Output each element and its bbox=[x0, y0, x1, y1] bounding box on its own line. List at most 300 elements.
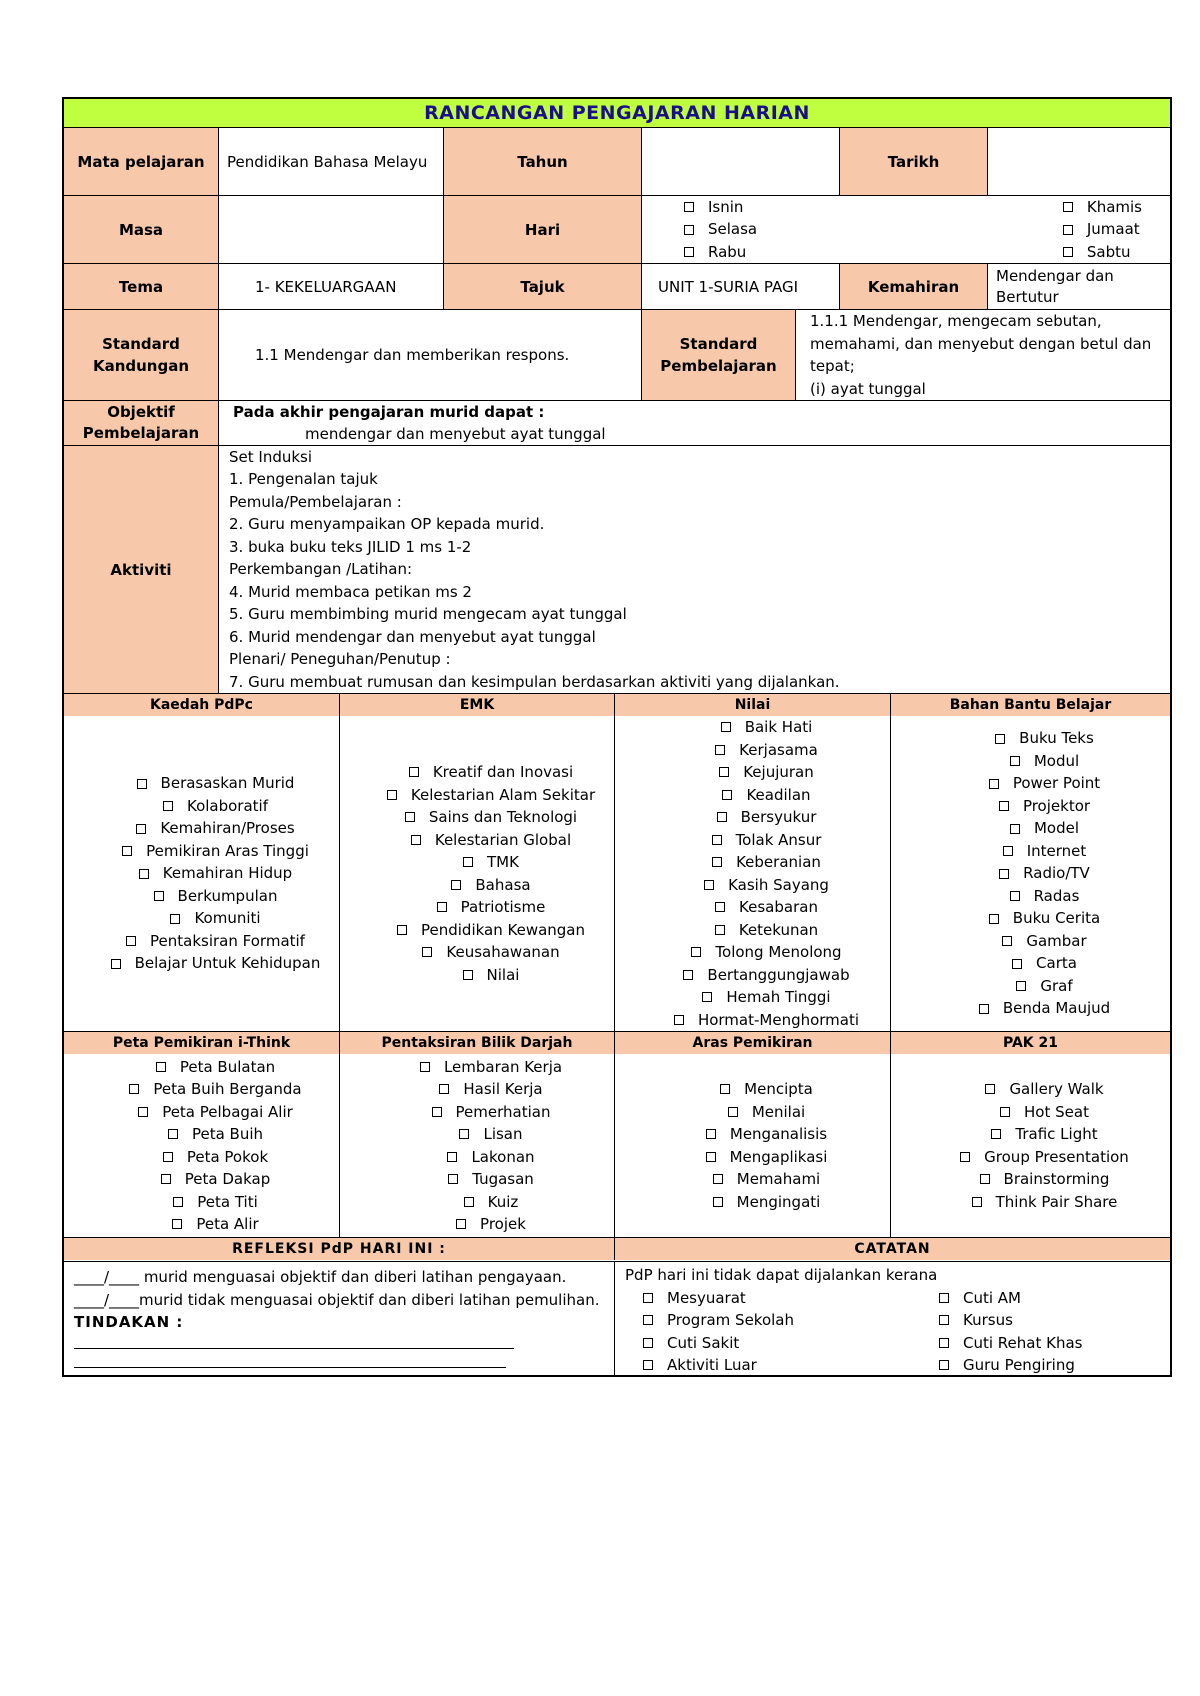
checkbox-label: Think Pair Share bbox=[995, 1192, 1118, 1211]
refleksi-line-1: ____/____ murid menguasai objektif dan diberi latihan pengayaan. bbox=[74, 1268, 567, 1286]
checkbox-label: Memahami bbox=[736, 1170, 821, 1188]
checkbox-label: Hasil Kerja bbox=[463, 1080, 543, 1098]
checkbox-label: Kelestarian Global bbox=[434, 830, 572, 849]
checkbox-icon[interactable] bbox=[1003, 846, 1013, 856]
catatan-option[interactable] bbox=[643, 1354, 939, 1375]
checkbox-icon[interactable] bbox=[712, 857, 722, 867]
checkbox-label: Tugasan bbox=[472, 1170, 534, 1188]
checkbox-icon[interactable] bbox=[706, 1129, 716, 1139]
peta-option[interactable] bbox=[173, 1191, 258, 1214]
tarikh-value[interactable] bbox=[987, 128, 1170, 195]
checkbox-icon[interactable] bbox=[643, 1315, 653, 1325]
nilai-option[interactable] bbox=[715, 896, 818, 919]
bahan-option[interactable] bbox=[1010, 817, 1079, 840]
checkbox-label: Mengaplikasi bbox=[729, 1147, 828, 1166]
tindakan-line-2[interactable] bbox=[74, 1349, 506, 1368]
tajuk-value[interactable]: UNIT 1-SURIA PAGI bbox=[641, 264, 839, 309]
checkbox-label: Patriotisme bbox=[460, 898, 546, 916]
checkbox-icon[interactable] bbox=[163, 1152, 173, 1162]
hari-option[interactable] bbox=[684, 196, 743, 218]
sp-line: memahami, dan menyebut dengan betul dan bbox=[810, 334, 1152, 353]
checkbox-icon[interactable] bbox=[122, 846, 132, 856]
bahan-option[interactable] bbox=[1010, 750, 1079, 773]
checkbox-label: Ketekunan bbox=[738, 920, 819, 939]
checkbox-label: Rabu bbox=[708, 242, 747, 261]
checkbox-icon[interactable] bbox=[719, 767, 729, 777]
checkbox-label: Trafic Light bbox=[1015, 1125, 1098, 1143]
checkbox-icon[interactable] bbox=[989, 914, 999, 924]
hari-label: Hari bbox=[443, 196, 641, 263]
checkbox-icon[interactable] bbox=[463, 970, 473, 980]
tahun-value[interactable] bbox=[641, 128, 839, 195]
checkbox-icon[interactable] bbox=[643, 1338, 653, 1348]
peta-option[interactable] bbox=[138, 1101, 293, 1124]
checkbox-label: Berkumpulan bbox=[177, 886, 278, 905]
catatan-option[interactable] bbox=[939, 1309, 1160, 1332]
aktiviti-content[interactable] bbox=[218, 446, 1170, 693]
bahan-option[interactable] bbox=[999, 795, 1090, 818]
peta-option[interactable] bbox=[156, 1056, 275, 1079]
checkbox-icon[interactable] bbox=[999, 869, 1009, 879]
aras-option[interactable] bbox=[706, 1146, 828, 1169]
checkbox-icon[interactable] bbox=[684, 225, 694, 235]
checkbox-icon[interactable] bbox=[397, 925, 407, 935]
checkbox-label: Keadilan bbox=[746, 785, 811, 804]
checkbox-icon[interactable] bbox=[674, 1015, 684, 1025]
checkbox-icon[interactable] bbox=[168, 1129, 178, 1139]
checkbox-icon[interactable] bbox=[939, 1338, 949, 1348]
nilai-option[interactable] bbox=[674, 1009, 859, 1032]
pbd-option[interactable] bbox=[439, 1078, 542, 1101]
aras-header: Aras Pemikiran bbox=[614, 1032, 890, 1054]
aktiviti-line: 5. Guru membimbing murid mengecam ayat tunggal bbox=[229, 605, 627, 624]
kaedah-header: Kaedah PdPc bbox=[64, 694, 339, 716]
checkbox-icon[interactable] bbox=[138, 1107, 148, 1117]
objektif-intro: Pada akhir pengajaran murid dapat : bbox=[233, 402, 545, 421]
checkbox-label: Internet bbox=[1026, 841, 1087, 860]
checkbox-label: Lisan bbox=[483, 1125, 523, 1143]
pak-option[interactable] bbox=[960, 1146, 1129, 1169]
checkbox-icon[interactable] bbox=[999, 801, 1009, 811]
checkbox-icon[interactable] bbox=[715, 745, 725, 755]
pbd-option[interactable] bbox=[432, 1101, 551, 1124]
pbd-option[interactable] bbox=[459, 1123, 522, 1146]
checkbox-label: Kelestarian Alam Sekitar bbox=[410, 785, 596, 804]
tajuk-label: Tajuk bbox=[443, 264, 641, 309]
checkbox-label: Program Sekolah bbox=[667, 1311, 795, 1329]
checkbox-icon[interactable] bbox=[1010, 824, 1020, 834]
bahan-option[interactable] bbox=[979, 997, 1110, 1020]
checkbox-icon[interactable] bbox=[980, 1174, 990, 1184]
emk-list bbox=[339, 716, 614, 1031]
objektif-value: mendengar dan menyebut ayat tunggal bbox=[305, 425, 606, 443]
pak-header: PAK 21 bbox=[890, 1032, 1170, 1054]
checkbox-label: Pemerhatian bbox=[455, 1102, 551, 1121]
kemahiran-label: Kemahiran bbox=[839, 264, 987, 309]
nilai-option[interactable] bbox=[712, 851, 821, 874]
pak-list bbox=[890, 1054, 1170, 1237]
checkbox-icon[interactable] bbox=[939, 1360, 949, 1370]
peta-option[interactable] bbox=[161, 1168, 270, 1191]
catatan-option[interactable] bbox=[939, 1287, 1160, 1310]
bahan-option[interactable] bbox=[1016, 975, 1072, 998]
emk-option[interactable] bbox=[422, 941, 559, 964]
aras-list bbox=[614, 1054, 890, 1237]
checkbox-label: Sains dan Teknologi bbox=[428, 808, 578, 826]
checkbox-icon[interactable] bbox=[437, 902, 447, 912]
kaedah-option[interactable] bbox=[136, 817, 294, 840]
checkbox-label: Graf bbox=[1040, 976, 1073, 995]
nilai-option[interactable] bbox=[691, 941, 841, 964]
nilai-option[interactable] bbox=[683, 964, 849, 987]
aktiviti-line: Pemula/Pembelajaran : bbox=[229, 492, 402, 511]
checkbox-icon[interactable] bbox=[154, 891, 164, 901]
checkbox-icon[interactable] bbox=[721, 722, 731, 732]
checkbox-label: Power Point bbox=[1012, 774, 1101, 793]
checkbox-label: Tolak Ansur bbox=[735, 830, 822, 849]
checkbox-label: TMK bbox=[487, 853, 519, 871]
checkbox-label: Mengingati bbox=[736, 1192, 821, 1211]
checkbox-icon[interactable] bbox=[163, 801, 173, 811]
kaedah-option[interactable] bbox=[126, 930, 305, 953]
aras-option[interactable] bbox=[720, 1078, 813, 1101]
pbd-option[interactable] bbox=[447, 1146, 534, 1169]
hari-option[interactable] bbox=[1063, 241, 1131, 263]
checkbox-icon[interactable] bbox=[684, 202, 694, 212]
pbd-option[interactable] bbox=[448, 1168, 534, 1191]
nilai-option[interactable] bbox=[715, 919, 818, 942]
aras-option[interactable] bbox=[713, 1191, 821, 1214]
checkbox-icon[interactable] bbox=[979, 1004, 989, 1014]
tindakan-line-1[interactable] bbox=[74, 1334, 514, 1349]
pak-option[interactable] bbox=[980, 1168, 1110, 1191]
bahan-option[interactable] bbox=[995, 727, 1094, 750]
bahan-option[interactable] bbox=[999, 862, 1090, 885]
checkbox-label: Selasa bbox=[708, 220, 758, 239]
checkbox-icon[interactable] bbox=[1010, 891, 1020, 901]
kemahiran-value[interactable]: Mendengar dan Bertutur bbox=[987, 264, 1170, 309]
nilai-option[interactable] bbox=[712, 829, 822, 852]
tema-value[interactable]: 1- KEKELUARGAAN bbox=[218, 264, 443, 309]
checkbox-label: Kolaboratif bbox=[186, 796, 268, 815]
peta-option[interactable] bbox=[163, 1146, 268, 1169]
checkbox-icon[interactable] bbox=[422, 947, 432, 957]
checkbox-icon[interactable] bbox=[706, 1152, 716, 1162]
checkbox-icon[interactable] bbox=[704, 880, 714, 890]
checkbox-label: Komuniti bbox=[194, 909, 261, 928]
mata-pelajaran-value[interactable]: Pendidikan Bahasa Melayu bbox=[218, 128, 443, 195]
emk-option[interactable] bbox=[397, 919, 585, 942]
checkbox-icon[interactable] bbox=[1002, 936, 1012, 946]
tema-label: Tema bbox=[64, 264, 218, 309]
hari-option[interactable] bbox=[1063, 196, 1142, 218]
pak-option[interactable] bbox=[1000, 1101, 1089, 1124]
emk-option[interactable] bbox=[463, 964, 520, 987]
checkbox-icon[interactable] bbox=[420, 1062, 430, 1072]
checkbox-icon[interactable] bbox=[411, 835, 421, 845]
kaedah-list bbox=[64, 716, 339, 1031]
checkbox-icon[interactable] bbox=[1012, 959, 1022, 969]
checkbox-icon[interactable] bbox=[156, 1062, 166, 1072]
nilai-option[interactable] bbox=[715, 739, 818, 762]
checkbox-label: Jumaat bbox=[1086, 220, 1140, 239]
objektif-label: Objektif Pembelajaran bbox=[64, 401, 218, 445]
kaedah-option[interactable] bbox=[122, 840, 309, 863]
nilai-option[interactable] bbox=[704, 874, 829, 897]
checkbox-label: Kursus bbox=[963, 1311, 1013, 1329]
pak-option[interactable] bbox=[972, 1191, 1118, 1214]
checkbox-label: Hemah Tinggi bbox=[726, 988, 831, 1006]
checkbox-label: Isnin bbox=[708, 197, 744, 216]
aktiviti-line: 1. Pengenalan tajuk bbox=[229, 470, 378, 489]
emk-option[interactable] bbox=[451, 874, 530, 897]
checkbox-label: Lakonan bbox=[471, 1147, 535, 1166]
checkbox-icon[interactable] bbox=[712, 835, 722, 845]
checkbox-label: Belajar Untuk Kehidupan bbox=[134, 954, 321, 973]
kaedah-option[interactable] bbox=[111, 952, 321, 975]
checkbox-icon[interactable] bbox=[432, 1107, 442, 1117]
checkbox-label: Hormat-Menghormati bbox=[697, 1010, 860, 1029]
pbd-header: Pentaksiran Bilik Darjah bbox=[339, 1032, 614, 1054]
checkbox-label: Gambar bbox=[1026, 931, 1087, 950]
catatan-option[interactable] bbox=[643, 1309, 939, 1332]
checkbox-icon[interactable] bbox=[1010, 756, 1020, 766]
bahan-option[interactable] bbox=[1012, 952, 1077, 975]
checkbox-icon[interactable] bbox=[1063, 202, 1073, 212]
checkbox-icon[interactable] bbox=[991, 1129, 1001, 1139]
refleksi-header: REFLEKSI PdP HARI INI : bbox=[64, 1238, 614, 1260]
tarikh-label: Tarikh bbox=[839, 128, 987, 195]
checkbox-label: Brainstorming bbox=[1003, 1170, 1110, 1188]
checkbox-label: Bersyukur bbox=[740, 808, 817, 826]
form-title: RANCANGAN PENGAJARAN HARIAN bbox=[64, 99, 1170, 127]
checkbox-icon[interactable] bbox=[173, 1197, 183, 1207]
checkbox-icon[interactable] bbox=[456, 1219, 466, 1229]
objektif-cell[interactable] bbox=[218, 401, 1170, 445]
checkbox-label: Kasih Sayang bbox=[728, 875, 829, 894]
peta-option[interactable] bbox=[168, 1123, 263, 1146]
checkbox-icon[interactable] bbox=[387, 790, 397, 800]
checkbox-icon[interactable] bbox=[939, 1293, 949, 1303]
checkbox-icon[interactable] bbox=[170, 914, 180, 924]
checkbox-label: Group Presentation bbox=[984, 1147, 1129, 1166]
emk-header: EMK bbox=[339, 694, 614, 716]
checkbox-label: Sabtu bbox=[1086, 242, 1131, 261]
checkbox-icon[interactable] bbox=[137, 779, 147, 789]
emk-option[interactable] bbox=[387, 784, 595, 807]
aktiviti-line: 3. buka buku teks JILID 1 ms 1-2 bbox=[229, 537, 472, 556]
nilai-option[interactable] bbox=[721, 716, 813, 739]
kaedah-option[interactable] bbox=[137, 772, 295, 795]
checkbox-label: Carta bbox=[1036, 954, 1077, 973]
kaedah-option[interactable] bbox=[154, 885, 278, 908]
sp-line: 1.1.1 Mendengar, mengecam sebutan, bbox=[810, 312, 1102, 330]
catatan-option[interactable] bbox=[939, 1354, 1160, 1375]
catatan-option[interactable] bbox=[939, 1332, 1160, 1355]
checkbox-icon[interactable] bbox=[136, 824, 146, 834]
checkbox-label: Kemahiran/Proses bbox=[160, 819, 295, 838]
checkbox-icon[interactable] bbox=[139, 869, 149, 879]
checkbox-label: Model bbox=[1033, 819, 1080, 838]
peta-option[interactable] bbox=[129, 1078, 301, 1101]
emk-option[interactable] bbox=[409, 761, 573, 784]
checkbox-label: Kejujuran bbox=[743, 763, 814, 781]
aktiviti-line: 4. Murid membaca petikan ms 2 bbox=[229, 582, 472, 601]
checkbox-icon[interactable] bbox=[463, 857, 473, 867]
refleksi-content[interactable] bbox=[64, 1262, 614, 1375]
checkbox-icon[interactable] bbox=[683, 970, 693, 980]
catatan-content[interactable] bbox=[614, 1262, 1170, 1375]
checkbox-label: Buku Cerita bbox=[1012, 909, 1101, 928]
lesson-plan-form bbox=[62, 97, 1172, 1377]
tindakan-label: TINDAKAN : bbox=[74, 1313, 184, 1331]
peta-list bbox=[64, 1054, 339, 1237]
checkbox-label: Gallery Walk bbox=[1009, 1080, 1104, 1098]
checkbox-icon[interactable] bbox=[451, 880, 461, 890]
checkbox-icon[interactable] bbox=[172, 1219, 182, 1229]
checkbox-icon[interactable] bbox=[643, 1293, 653, 1303]
checkbox-label: Radio/TV bbox=[1023, 864, 1090, 883]
bahan-list bbox=[890, 716, 1170, 1031]
checkbox-icon[interactable] bbox=[995, 734, 1005, 744]
nilai-option[interactable] bbox=[719, 761, 814, 784]
checkbox-label: Modul bbox=[1033, 751, 1080, 770]
checkbox-icon[interactable] bbox=[713, 1197, 723, 1207]
checkbox-label: Kesabaran bbox=[739, 898, 818, 916]
mata-pelajaran-label: Mata pelajaran bbox=[64, 128, 218, 195]
nilai-option[interactable] bbox=[722, 784, 810, 807]
pbd-option[interactable] bbox=[420, 1056, 562, 1079]
checkbox-icon[interactable] bbox=[989, 779, 999, 789]
hari-option[interactable] bbox=[684, 218, 757, 241]
checkbox-icon[interactable] bbox=[702, 992, 712, 1002]
checkbox-label: Kuiz bbox=[487, 1192, 519, 1211]
pak-option[interactable] bbox=[985, 1078, 1103, 1101]
kaedah-option[interactable] bbox=[170, 907, 260, 930]
checkbox-label: Cuti AM bbox=[963, 1288, 1022, 1307]
checkbox-icon[interactable] bbox=[1063, 247, 1073, 257]
checkbox-icon[interactable] bbox=[129, 1084, 139, 1094]
bahan-option[interactable] bbox=[989, 772, 1100, 795]
checkbox-label: Peta Pokok bbox=[186, 1147, 269, 1166]
kaedah-option[interactable] bbox=[139, 862, 292, 885]
bahan-option[interactable] bbox=[989, 907, 1100, 930]
emk-option[interactable] bbox=[463, 851, 519, 874]
checkbox-icon[interactable] bbox=[409, 767, 419, 777]
checkbox-icon[interactable] bbox=[684, 247, 694, 257]
checkbox-label: Hot Seat bbox=[1024, 1102, 1089, 1121]
checkbox-icon[interactable] bbox=[405, 812, 415, 822]
sp-line: tepat; bbox=[810, 357, 855, 375]
kaedah-option[interactable] bbox=[163, 795, 268, 818]
checkbox-label: Peta Pelbagai Alir bbox=[162, 1102, 293, 1121]
nilai-option[interactable] bbox=[717, 806, 817, 829]
pbd-list bbox=[339, 1054, 614, 1237]
catatan-option[interactable] bbox=[643, 1332, 939, 1355]
aktiviti-line: Set Induksi bbox=[229, 447, 313, 466]
checkbox-icon[interactable] bbox=[715, 902, 725, 912]
checkbox-icon[interactable] bbox=[691, 947, 701, 957]
checkbox-label: Peta Dakap bbox=[184, 1170, 271, 1188]
standard-kandungan-value[interactable]: 1.1 Mendengar dan memberikan respons. bbox=[218, 310, 641, 400]
checkbox-label: Nilai bbox=[486, 965, 520, 984]
checkbox-label: Bahasa bbox=[475, 875, 531, 894]
checkbox-icon[interactable] bbox=[972, 1197, 982, 1207]
aras-option[interactable] bbox=[706, 1123, 827, 1146]
refleksi-line-2: ____/____murid tidak menguasai objektif dan diberi latihan pemulihan. bbox=[74, 1290, 600, 1309]
checkbox-label: Aktiviti Luar bbox=[667, 1356, 757, 1374]
hari-option[interactable] bbox=[684, 241, 746, 263]
checkbox-icon[interactable] bbox=[720, 1084, 730, 1094]
aktiviti-line: Perkembangan /Latihan: bbox=[229, 560, 413, 579]
bahan-option[interactable] bbox=[1003, 840, 1087, 863]
emk-option[interactable] bbox=[437, 896, 546, 919]
nilai-option[interactable] bbox=[702, 986, 830, 1009]
checkbox-label: Pendidikan Kewangan bbox=[420, 920, 586, 939]
checkbox-icon[interactable] bbox=[960, 1152, 970, 1162]
pak-option[interactable] bbox=[991, 1123, 1097, 1146]
checkbox-label: Bertanggungjawab bbox=[707, 965, 850, 984]
checkbox-icon[interactable] bbox=[1000, 1107, 1010, 1117]
checkbox-icon[interactable] bbox=[717, 812, 727, 822]
checkbox-label: Cuti Sakit bbox=[667, 1333, 740, 1352]
checkbox-icon[interactable] bbox=[728, 1107, 738, 1117]
emk-option[interactable] bbox=[405, 806, 577, 829]
checkbox-icon[interactable] bbox=[1063, 225, 1073, 235]
checkbox-icon[interactable] bbox=[459, 1129, 469, 1139]
catatan-option[interactable] bbox=[643, 1287, 939, 1310]
checkbox-icon[interactable] bbox=[111, 959, 121, 969]
pbd-option[interactable] bbox=[456, 1213, 526, 1236]
catatan-header: CATATAN bbox=[614, 1238, 1170, 1260]
checkbox-icon[interactable] bbox=[643, 1360, 653, 1370]
standard-pembelajaran-value[interactable] bbox=[795, 310, 1170, 400]
bahan-header: Bahan Bantu Belajar bbox=[890, 694, 1170, 716]
checkbox-icon[interactable] bbox=[464, 1197, 474, 1207]
checkbox-icon[interactable] bbox=[939, 1315, 949, 1325]
aras-option[interactable] bbox=[728, 1101, 805, 1124]
bahan-option[interactable] bbox=[1010, 885, 1080, 908]
checkbox-label: Projektor bbox=[1022, 796, 1091, 815]
checkbox-label: Peta Bulatan bbox=[179, 1057, 276, 1076]
checkbox-icon[interactable] bbox=[448, 1174, 458, 1184]
checkbox-icon[interactable] bbox=[126, 936, 136, 946]
aktiviti-line: 7. Guru membuat rumusan dan kesimpulan berdasarkan aktiviti yang dijalankan. bbox=[229, 672, 840, 691]
bahan-option[interactable] bbox=[1002, 930, 1086, 953]
tahun-label: Tahun bbox=[443, 128, 641, 195]
hari-option[interactable] bbox=[1063, 218, 1140, 241]
checkbox-icon[interactable] bbox=[447, 1152, 457, 1162]
emk-option[interactable] bbox=[411, 829, 571, 852]
checkbox-label: Mencipta bbox=[744, 1080, 813, 1098]
checkbox-label: Keberanian bbox=[736, 853, 821, 871]
checkbox-icon[interactable] bbox=[439, 1084, 449, 1094]
masa-value[interactable] bbox=[218, 196, 443, 263]
checkbox-icon[interactable] bbox=[1016, 981, 1026, 991]
aras-option[interactable] bbox=[713, 1168, 820, 1191]
checkbox-label: Pentaksiran Formatif bbox=[150, 931, 305, 950]
checkbox-icon[interactable] bbox=[722, 790, 732, 800]
peta-option[interactable] bbox=[172, 1213, 258, 1236]
checkbox-icon[interactable] bbox=[161, 1174, 171, 1184]
checkbox-label: Buku Teks bbox=[1019, 729, 1094, 748]
checkbox-icon[interactable] bbox=[715, 925, 725, 935]
checkbox-icon[interactable] bbox=[985, 1084, 995, 1094]
checkbox-label: Projek bbox=[480, 1215, 526, 1233]
checkbox-icon[interactable] bbox=[713, 1174, 723, 1184]
pbd-option[interactable] bbox=[464, 1191, 519, 1214]
catatan-intro: PdP hari ini tidak dapat dijalankan kerana bbox=[625, 1266, 938, 1284]
